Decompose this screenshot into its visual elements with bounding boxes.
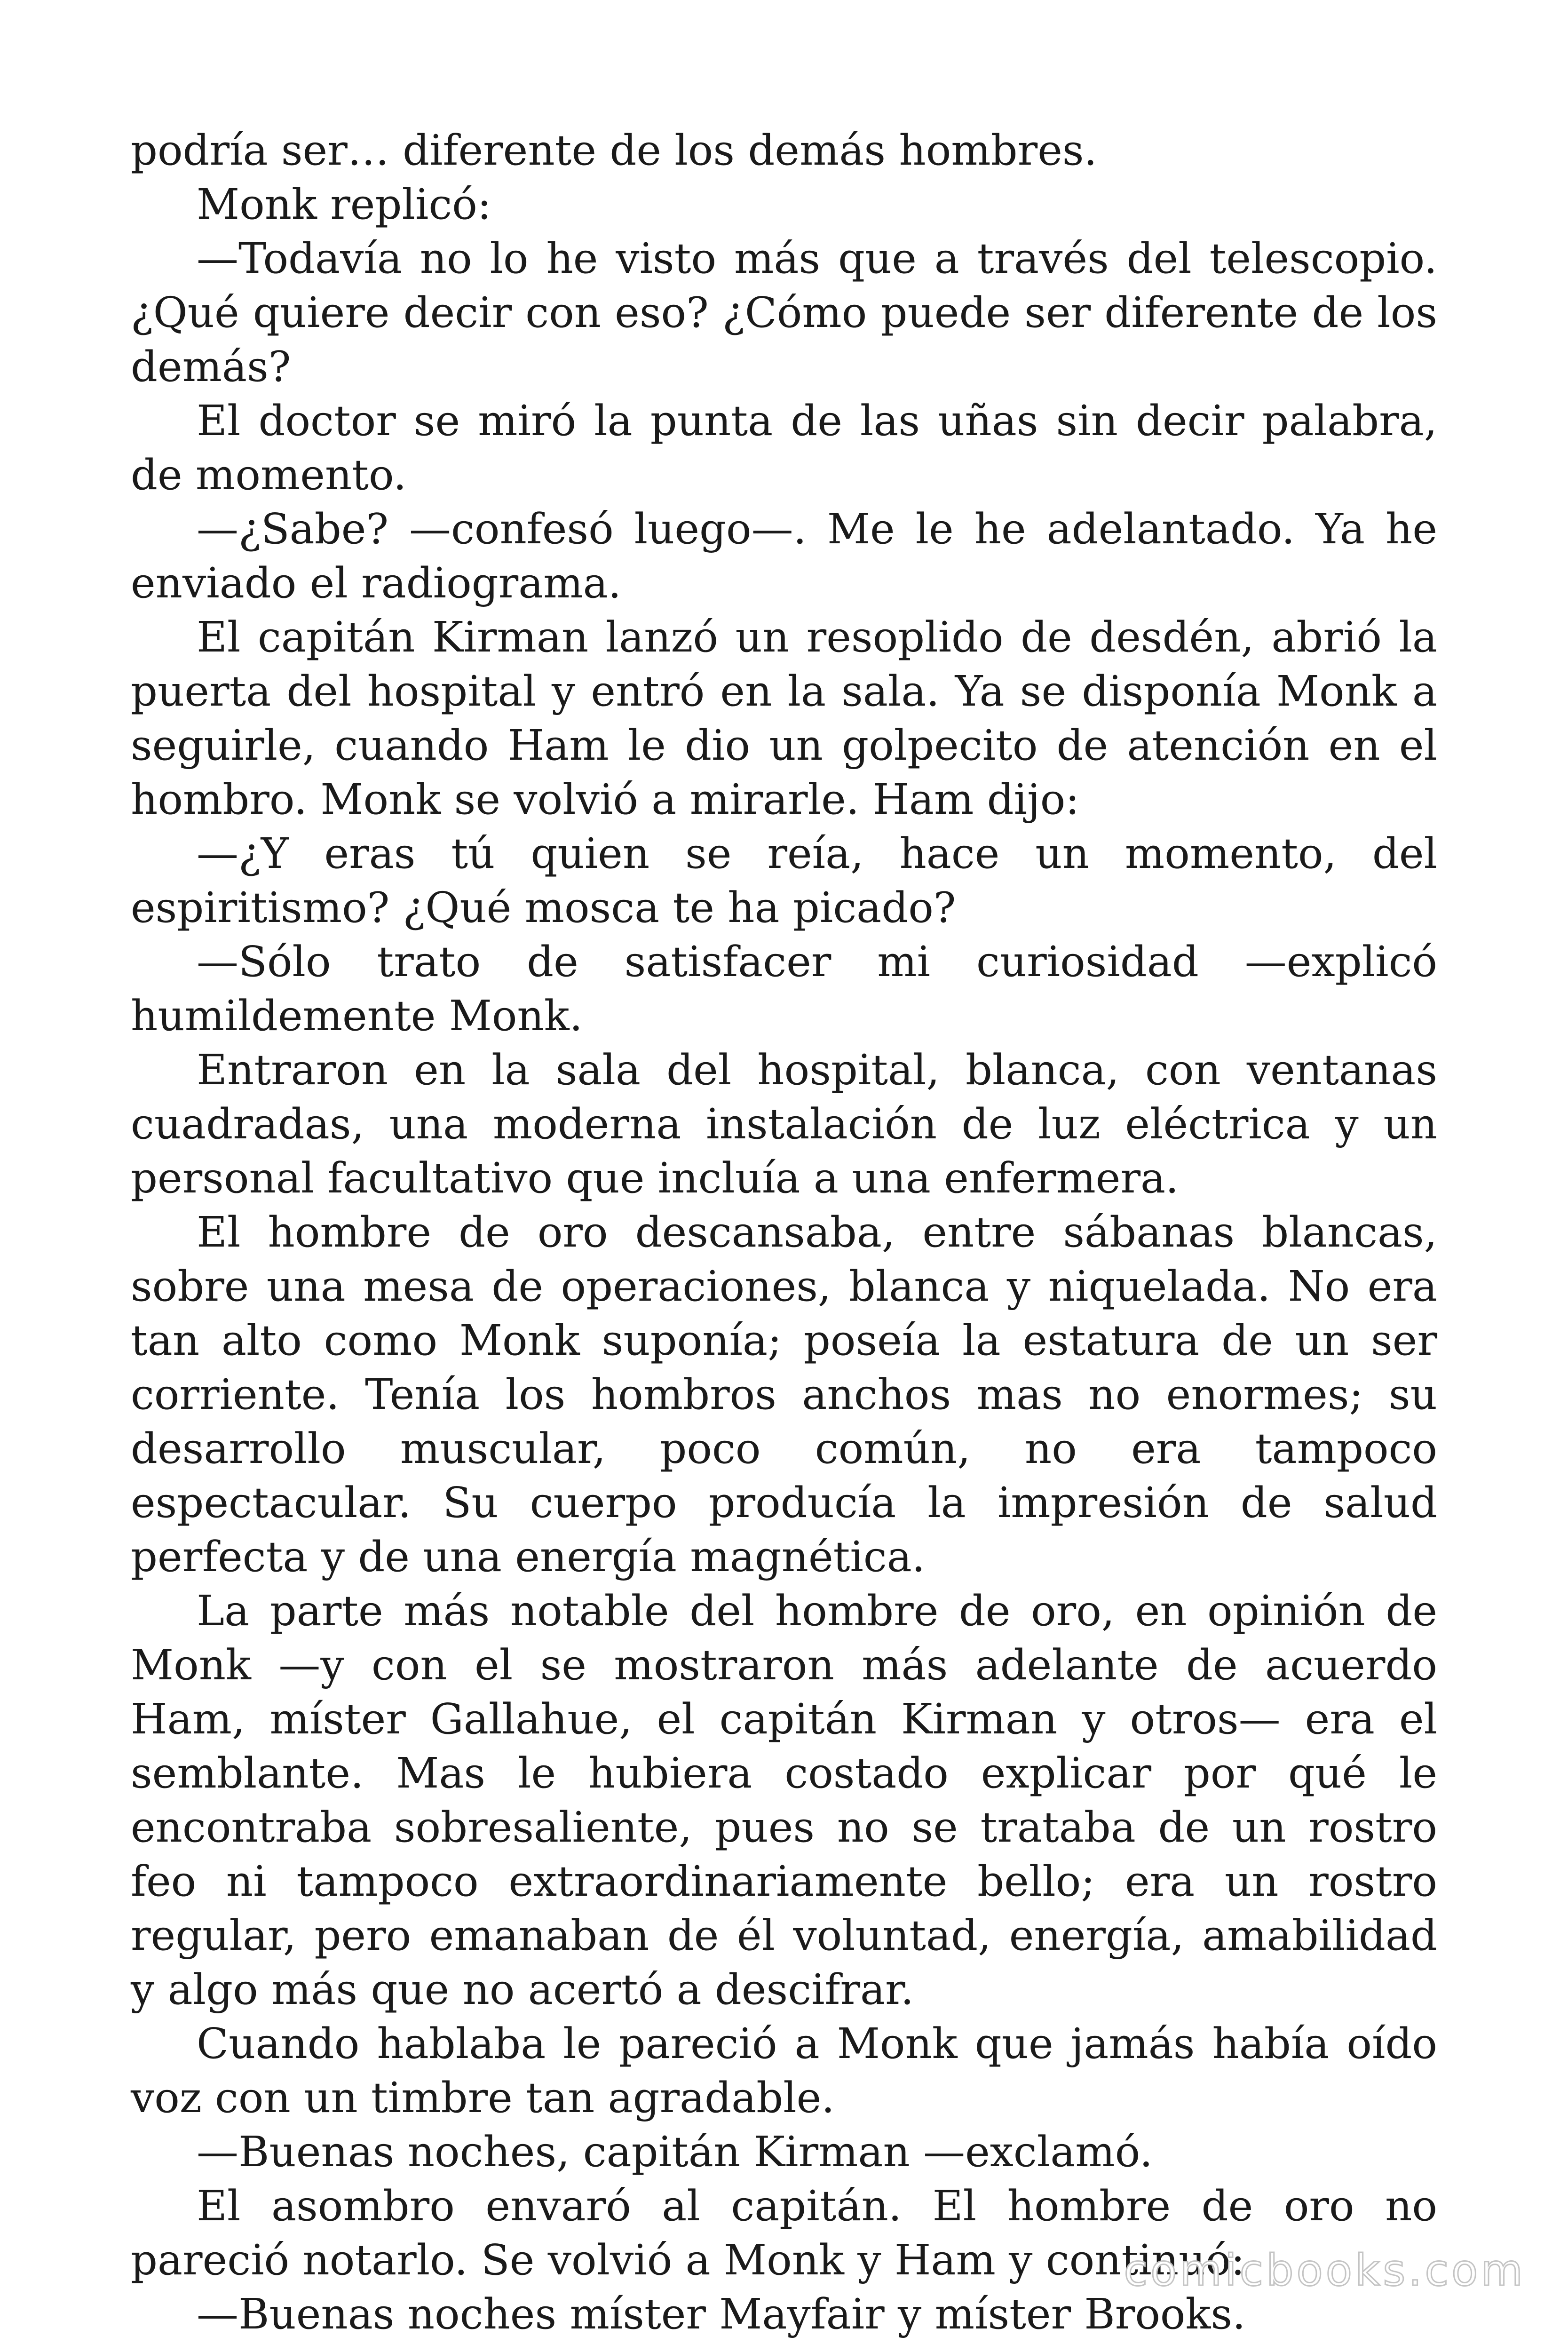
- paragraph: Entraron en la sala del hospital, blanca, con ventanas cuadradas, una moderna instalación de luz eléctrica y un personal facultativo que incluía a una enfermera.: [131, 1045, 1437, 1202]
- paragraph: El doctor se miró la punta de las uñas sin decir palabra, de momento.: [131, 396, 1437, 499]
- book-page: [131, 123, 1437, 2341]
- paragraph: Cuando hablaba le pareció a Monk que jamás había oído voz con un timbre tan agradable.: [131, 2019, 1437, 2122]
- paragraph: —Buenas noches míster Mayfair y míster Brooks.: [197, 2289, 1246, 2338]
- watermark-logo: comicbooks.com: [1124, 2245, 1526, 2296]
- paragraph: —¿Y eras tú quien se reía, hace un momento, del espiritismo? ¿Qué mosca te ha picado?: [131, 829, 1437, 932]
- paragraph: podría ser… diferente de los demás hombres.: [131, 126, 1097, 175]
- paragraph: —¿Sabe? —confesó luego—. Me le he adelantado. Ya he enviado el radiograma.: [131, 504, 1437, 607]
- paragraph: Monk replicó:: [197, 180, 491, 229]
- paragraph: El hombre de oro descansaba, entre sábanas blancas, sobre una mesa de operaciones, blanca y niquelada. No era tan alto como Monk suponía; poseía la estatura de un ser corriente. Tenía los hombros anchos mas no enormes; su desarrollo muscular, poco común, no era tampoco espectacular. Su cuerpo producía la impresión de salud perfecta y de una energía magnética.: [131, 1208, 1437, 1581]
- paragraph: El asombro envaró al capitán. El hombre de oro no pareció notarlo. Se volvió a Monk y Ham y continuó:: [131, 2181, 1437, 2284]
- paragraph: —Sólo trato de satisfacer mi curiosidad —explicó humildemente Monk.: [131, 937, 1437, 1040]
- paragraph: La parte más notable del hombre de oro, en opinión de Monk —y con el se mostraron más adelante de acuerdo Ham, míster Gallahue, el capitán Kirman y otros— era el semblante. Mas le hubiera costado explicar por qué le encontraba sobresaliente, pues no se trataba de un rostro feo ni tampoco extraordinariamente bello; era un rostro regular, pero emanaban de él voluntad, energía, amabilidad y algo más que no acertó a descifrar.: [131, 1586, 1437, 2014]
- paragraph: —Todavía no lo he visto más que a través del telescopio. ¿Qué quiere decir con eso? ¿Cómo puede ser diferente de los demás?: [131, 234, 1437, 391]
- paragraph: El capitán Kirman lanzó un resoplido de desdén, abrió la puerta del hospital y entró en la sala. Ya se disponía Monk a seguirle, cuando Ham le dio un golpecito de atención en el hombro. Monk se volvió a mirarle. Ham dijo:: [131, 612, 1437, 824]
- paragraph: —Buenas noches, capitán Kirman —exclamó.: [197, 2127, 1153, 2176]
